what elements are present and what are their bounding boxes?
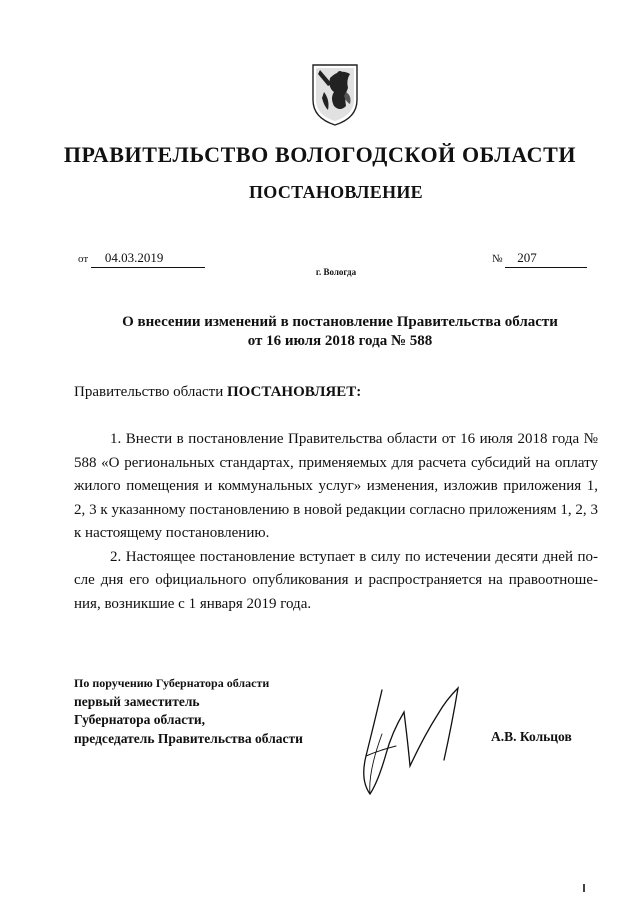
date-label: от bbox=[78, 253, 89, 265]
signatory-block bbox=[74, 674, 303, 748]
document-date bbox=[78, 250, 205, 268]
document-subject bbox=[88, 313, 592, 351]
coat-of-arms-icon bbox=[310, 62, 360, 128]
decree-prefix: Правительство области bbox=[74, 384, 227, 400]
signatory-line-4: председатель Правительства области bbox=[74, 730, 303, 746]
signatory-line-3: Губернатора области, bbox=[74, 712, 205, 727]
paragraph-2: 2. Настоящее постановление вступает в силу по истечении десяти дней после дня его официального опубликования и распространяется на правоотношения, возникшие с 1 января 2019 года. bbox=[74, 548, 598, 612]
page-corner-mark bbox=[583, 884, 585, 892]
decree-statement bbox=[74, 384, 361, 401]
signer-name: А.В. Кольцов bbox=[491, 729, 572, 744]
signatory-line-2: первый заместитель bbox=[74, 693, 200, 709]
number-value: 207 bbox=[505, 250, 587, 268]
document-body bbox=[74, 428, 598, 616]
city: г. Вологда bbox=[315, 267, 357, 277]
decree-keyword: ПОСТАНОВЛЯЕТ: bbox=[226, 384, 362, 400]
subject-line-2: от 16 июля 2018 года № 588 bbox=[247, 333, 433, 349]
number-label: № bbox=[492, 253, 503, 265]
handwritten-signature bbox=[352, 684, 474, 802]
date-value: 04.03.2019 bbox=[91, 250, 205, 268]
signatory-line-1: По поручению Губернатора области bbox=[74, 676, 270, 690]
subject-line-1: О внесении изменений в постановление Правительства области bbox=[122, 314, 558, 330]
document-number bbox=[492, 250, 587, 268]
document-type: ПОСТАНОВЛЕНИЕ bbox=[249, 182, 423, 202]
government-title: ПРАВИТЕЛЬСТВО ВОЛОГОДСКОЙ ОБЛАСТИ bbox=[63, 142, 577, 167]
paragraph-1: 1. Внести в постановление Правительства области от 16 июля 2018 года № 588 «О региональных стандартах, применяемых для расчета субсидий на оплату жилого помещения и коммунальных услуг» изменения, изложив приложения 1, 2, 3 к указанному постановлению в новой редакции согласно приложениям 1, 2, 3 к настоящему постановлению. bbox=[74, 431, 598, 541]
